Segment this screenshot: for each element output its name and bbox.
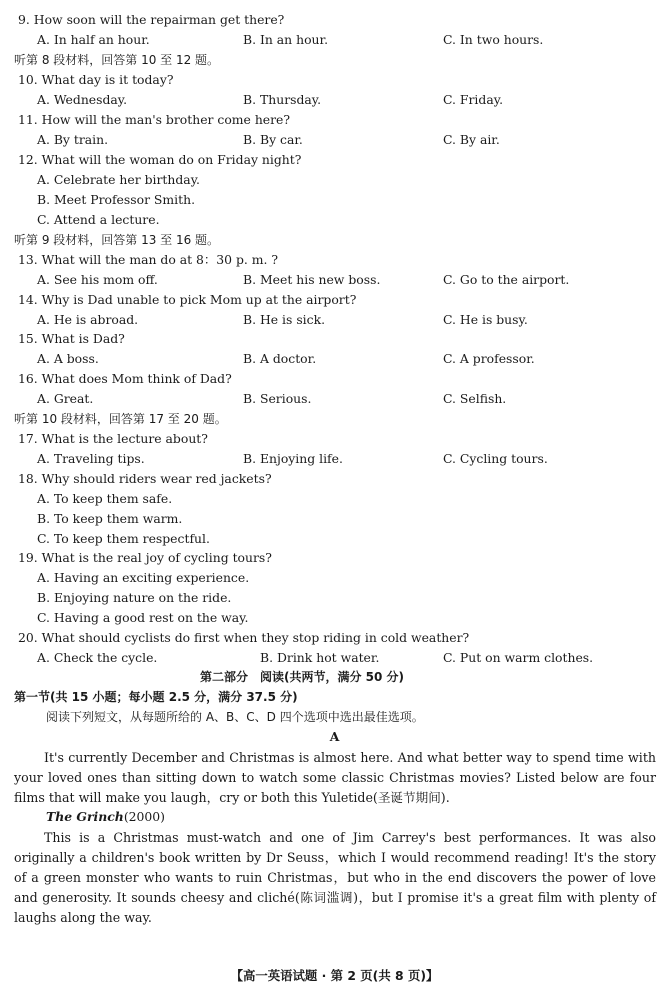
section-10-header: 听第 10 段材料，回答第 17 至 20 题。 — [14, 412, 227, 426]
q18-option-a: A. To keep them safe. — [37, 491, 173, 506]
paragraph-2-text: This is a Christmas must-watch and one of Jim Carrey's best performances. It was also originally a children's book written by Dr Seuss，which I would recommend reading! It's the story of a green monster who wants to ruin Christmas，but who in the end discovers the power of love and generosity. It sounds cheesy and cliché(陈词滥调)，but I promise it's a great film with plenty of laughs along the way. — [14, 830, 656, 925]
movie-heading — [46, 809, 165, 825]
question-19: 19. What is the real joy of cycling tours? — [18, 550, 272, 565]
part-2-title: 第二部分 阅读(共两节，满分 50 分) — [200, 670, 405, 684]
q13-option-c: C. Go to the airport. — [443, 272, 570, 287]
question-18: 18. Why should riders wear red jackets? — [18, 471, 272, 486]
question-20: 20. What should cyclists do first when they stop riding in cold weather? — [18, 630, 470, 645]
question-12: 12. What will the woman do on Friday night? — [18, 152, 302, 167]
passage-paragraph-1 — [14, 748, 656, 808]
question-10: 10. What day is it today? — [18, 72, 174, 87]
question-16: 16. What does Mom think of Dad? — [18, 371, 232, 386]
q17-option-c: C. Cycling tours. — [443, 451, 548, 466]
q16-option-c: C. Selfish. — [443, 391, 507, 406]
q16-option-b: B. Serious. — [243, 391, 312, 406]
q18-option-c: C. To keep them respectful. — [37, 531, 210, 546]
q9-option-a: A. In half an hour. — [37, 32, 150, 47]
q17-option-a: A. Traveling tips. — [37, 451, 145, 466]
q14-option-a: A. He is abroad. — [37, 312, 139, 327]
movie-title: The Grinch — [46, 809, 124, 824]
q20-option-c: C. Put on warm clothes. — [443, 650, 594, 665]
passage-letter: A — [329, 729, 340, 744]
q14-option-b: B. He is sick. — [243, 312, 326, 327]
q12-option-b: B. Meet Professor Smith. — [37, 192, 196, 207]
q10-option-b: B. Thursday. — [243, 92, 322, 107]
q9-option-c: C. In two hours. — [443, 32, 544, 47]
q10-option-a: A. Wednesday. — [37, 92, 128, 107]
page-footer: 【高一英语试题 · 第 2 页(共 8 页)】 — [230, 968, 439, 983]
question-14: 14. Why is Dad unable to pick Mom up at the airport? — [18, 292, 357, 307]
q14-option-c: C. He is busy. — [443, 312, 528, 327]
q15-option-c: C. A professor. — [443, 351, 535, 366]
question-13: 13. What will the man do at 8：30 p. m. ? — [18, 252, 279, 267]
paragraph-1-text: It's currently December and Christmas is almost here. And what better way to spend time with your loved ones than sitting down to watch some classic Christmas movies? Listed below are four films that will make you laugh，cry or both this Yuletide(圣诞节期间). — [14, 750, 656, 805]
q17-option-b: B. Enjoying life. — [243, 451, 343, 466]
q10-option-c: C. Friday. — [443, 92, 504, 107]
q19-option-c: C. Having a good rest on the way. — [37, 610, 249, 625]
q11-option-c: C. By air. — [443, 132, 500, 147]
passage-paragraph-2 — [14, 828, 656, 928]
question-15: 15. What is Dad? — [18, 331, 125, 346]
question-17: 17. What is the lecture about? — [18, 431, 208, 446]
q18-option-b: B. To keep them warm. — [37, 511, 183, 526]
q15-option-b: B. A doctor. — [243, 351, 317, 366]
section-1-title: 第一节(共 15 小题；每小题 2.5 分，满分 37.5 分) — [14, 690, 298, 704]
q20-option-a: A. Check the cycle. — [37, 650, 158, 665]
movie-year: (2000) — [123, 809, 166, 824]
q12-option-c: C. Attend a lecture. — [37, 212, 160, 227]
q12-option-a: A. Celebrate her birthday. — [37, 172, 200, 187]
section-9-header: 听第 9 段材料，回答第 13 至 16 题。 — [14, 233, 220, 247]
reading-instruction: 阅读下列短文，从每题所给的 A、B、C、D 四个选项中选出最佳选项。 — [46, 710, 424, 724]
q20-option-b: B. Drink hot water. — [260, 650, 380, 665]
q15-option-a: A. A boss. — [37, 351, 99, 366]
q9-option-b: B. In an hour. — [243, 32, 329, 47]
q11-option-b: B. By car. — [243, 132, 303, 147]
q13-option-b: B. Meet his new boss. — [243, 272, 381, 287]
q19-option-b: B. Enjoying nature on the ride. — [37, 590, 232, 605]
q19-option-a: A. Having an exciting experience. — [37, 570, 250, 585]
q16-option-a: A. Great. — [37, 391, 94, 406]
question-11: 11. How will the man's brother come here? — [18, 112, 291, 127]
q13-option-a: A. See his mom off. — [37, 272, 158, 287]
question-9: 9. How soon will the repairman get there? — [18, 12, 285, 27]
q11-option-a: A. By train. — [37, 132, 109, 147]
section-8-header: 听第 8 段材料，回答第 10 至 12 题。 — [14, 53, 220, 67]
